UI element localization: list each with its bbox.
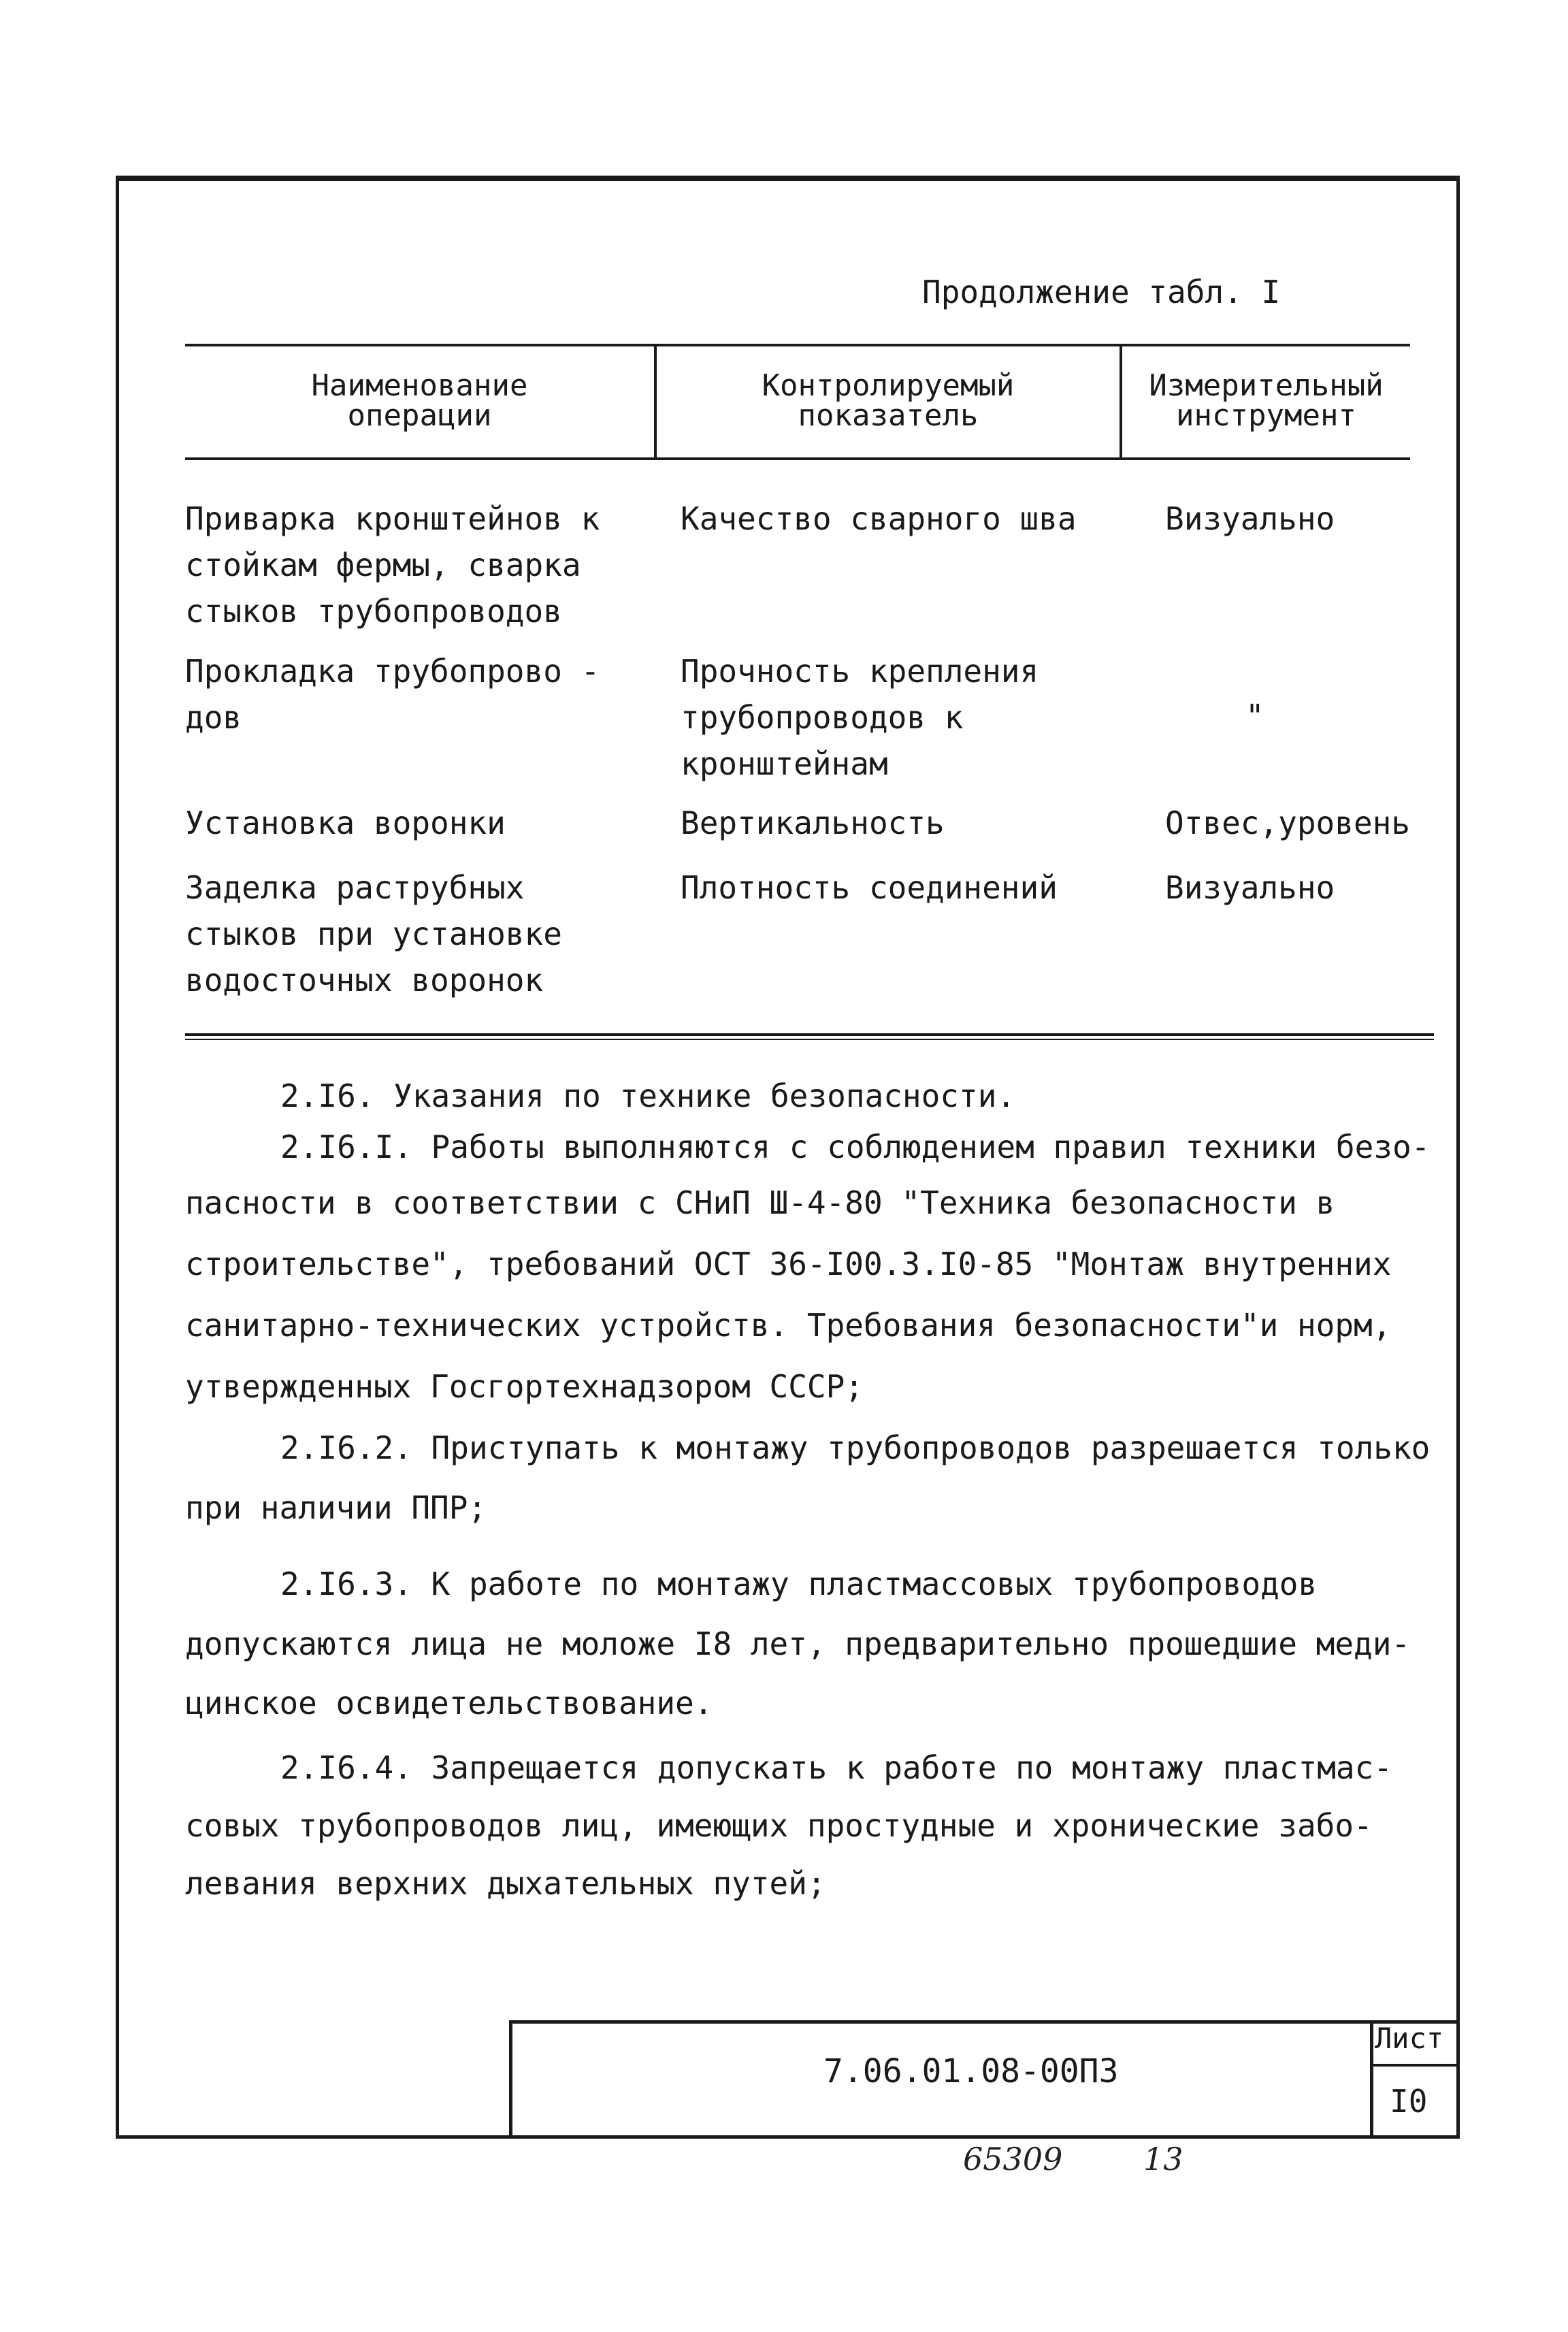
row2-instrument: "	[1245, 698, 1264, 734]
row1-operation: Приварка кронштейнов к стойкам фермы, сварка стыков трубопроводов	[185, 500, 600, 630]
row1-instrument: Визуально	[1165, 500, 1335, 537]
para-3-line-1: 2.I6.3. К работе по монтажу пластмассовых трубопроводов	[280, 1566, 1318, 1602]
para-1-line-1: 2.I6.I. Работы выполняются с соблюдением правил техники безо-	[280, 1129, 1431, 1165]
handwritten-page-number: 13	[1143, 2141, 1183, 2177]
sheet-number: I0	[1390, 2083, 1428, 2120]
header-operation-line2: операции	[347, 398, 492, 433]
table-header-bottom-rule	[185, 457, 1410, 460]
row2-indicator: Прочность крепления трубопроводов к кронштейнам	[681, 653, 1039, 782]
sheet-label: Лист	[1375, 2022, 1444, 2055]
header-indicator	[657, 368, 1120, 433]
row2-operation: Прокладка трубопрово - дов	[185, 653, 600, 736]
para-3-line-2: допускаются лица не моложе I8 лет, предварительно прошедшие меди-	[185, 1625, 1411, 1662]
para-4-line-2: совых трубопроводов лиц, имеющих простудные и хронические забо-	[185, 1807, 1373, 1844]
row4-instrument: Визуально	[1165, 869, 1335, 906]
header-operation	[185, 368, 654, 433]
para-4-line-1: 2.I6.4. Запрещается допускать к работе по монтажу пластмас-	[280, 1749, 1392, 1786]
section-heading: 2.I6. Указания по технике безопасности.	[280, 1078, 1016, 1114]
row1-indicator: Качество сварного шва	[681, 500, 1077, 537]
row4-indicator: Плотность соединений	[681, 869, 1058, 906]
para-1-line-4: санитарно-технических устройств. Требования безопасности"и норм,	[185, 1307, 1392, 1344]
table-continuation-caption: Продолжение табл. I	[922, 274, 1281, 310]
header-instrument	[1122, 368, 1410, 433]
header-indicator-line2: показатель	[798, 398, 979, 433]
para-4-line-3: левания верхних дыхательных путей;	[185, 1865, 826, 1902]
table-top-rule	[185, 344, 1410, 346]
header-indicator-line1: Контролируемый	[762, 368, 1015, 403]
header-instrument-line2: инструмент	[1176, 398, 1356, 433]
document-code: 7.06.01.08-00ПЗ	[823, 2052, 1119, 2090]
header-instrument-line1: Измерительный	[1149, 368, 1384, 403]
header-operation-line1: Наименование	[311, 368, 528, 403]
row3-operation: Установка воронки	[185, 805, 506, 841]
para-2-line-2: при наличии ППР;	[185, 1489, 487, 1526]
para-1-line-2: пасности в соответствии с СНиП Ш-4-80 "Техника безопасности в	[185, 1184, 1335, 1221]
row3-instrument: Отвес,уровень	[1165, 805, 1411, 841]
sheet-cell-divider	[1370, 2064, 1460, 2067]
table-bottom-rule	[185, 1033, 1434, 1036]
row4-operation: Заделка раструбных стыков при установке водосточных воронок	[185, 869, 562, 999]
para-1-line-3: строительстве", требований ОСТ 36-I00.3.I0-85 "Монтаж внутренних	[185, 1246, 1392, 1282]
inventory-number: 65309	[963, 2141, 1063, 2177]
para-2-line-1: 2.I6.2. Приступать к монтажу трубопроводов разрешается только	[280, 1429, 1431, 1466]
para-3-line-3: цинское освидетельствование.	[185, 1685, 713, 1721]
para-1-line-5: утвержденных Госгортехнадзором СССР;	[185, 1368, 864, 1405]
table-bottom-rule-2	[185, 1039, 1434, 1040]
row3-indicator: Вертикальность	[681, 805, 945, 841]
